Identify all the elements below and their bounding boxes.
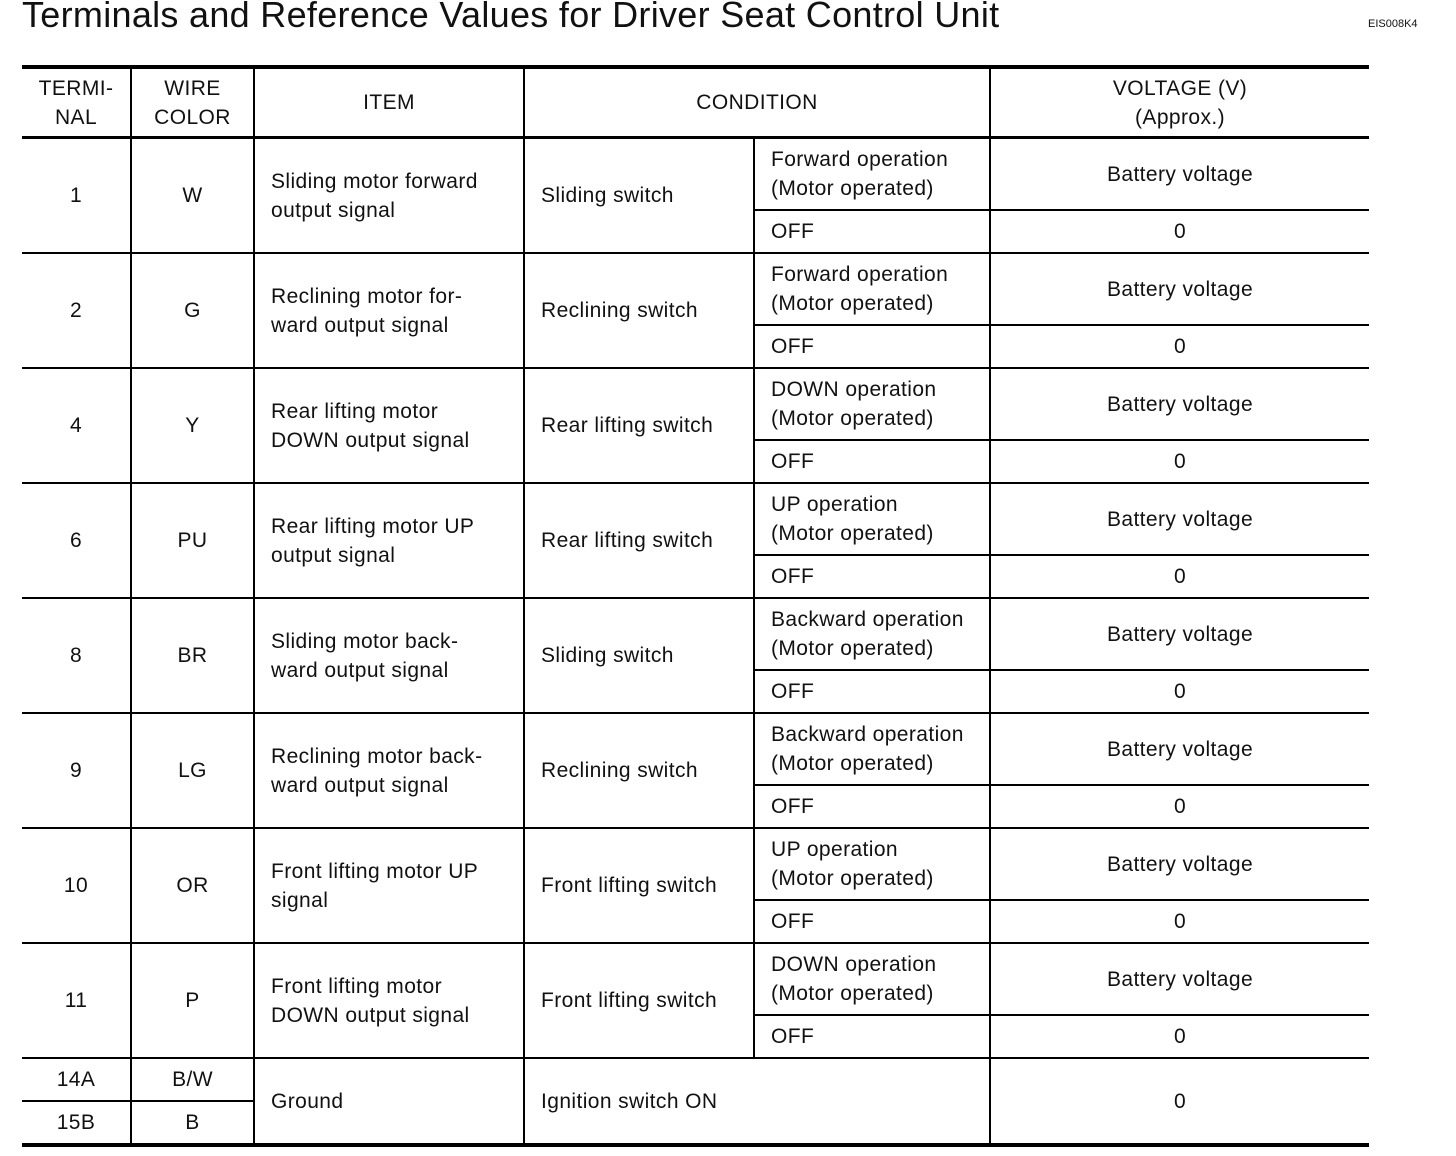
item-cell: Sliding motor forward output signal bbox=[254, 138, 524, 254]
voltage-on-cell: Battery voltage bbox=[990, 598, 1369, 670]
off-condition-cell: OFF bbox=[754, 210, 990, 253]
off-condition-cell: OFF bbox=[754, 440, 990, 483]
header-row bbox=[22, 67, 1369, 138]
off-condition-cell: OFF bbox=[754, 785, 990, 828]
terminal-cell: 2 bbox=[22, 253, 131, 368]
operation-cell: Backward operation (Motor operated) bbox=[754, 598, 990, 670]
figure-code: EIS008K4 bbox=[1368, 18, 1418, 30]
ground-item-cell: Ground bbox=[254, 1058, 524, 1145]
table-row bbox=[22, 483, 1369, 555]
terminal-cell: 9 bbox=[22, 713, 131, 828]
item-cell: Rear lifting motor DOWN output signal bbox=[254, 368, 524, 483]
table-row bbox=[22, 598, 1369, 670]
switch-cell: Reclining switch bbox=[524, 713, 754, 828]
wire-color-cell: Y bbox=[131, 368, 254, 483]
voltage-on-cell: Battery voltage bbox=[990, 253, 1369, 325]
switch-cell: Sliding switch bbox=[524, 598, 754, 713]
switch-cell: Sliding switch bbox=[524, 138, 754, 254]
header-terminal: TERMI- NAL bbox=[22, 67, 131, 138]
voltage-on-cell: Battery voltage bbox=[990, 483, 1369, 555]
table-row bbox=[22, 713, 1369, 785]
operation-cell: UP operation (Motor operated) bbox=[754, 483, 990, 555]
terminal-cell: 8 bbox=[22, 598, 131, 713]
voltage-on-cell: Battery voltage bbox=[990, 138, 1369, 211]
header-wire-color: WIRE COLOR bbox=[131, 67, 254, 138]
operation-cell: DOWN operation (Motor operated) bbox=[754, 368, 990, 440]
item-cell: Reclining motor back- ward output signal bbox=[254, 713, 524, 828]
item-cell: Reclining motor for- ward output signal bbox=[254, 253, 524, 368]
terminal-cell: 1 bbox=[22, 138, 131, 254]
item-cell: Sliding motor back- ward output signal bbox=[254, 598, 524, 713]
switch-cell: Front lifting switch bbox=[524, 828, 754, 943]
wire-color-cell: OR bbox=[131, 828, 254, 943]
ground-condition-cell: Ignition switch ON bbox=[524, 1058, 990, 1145]
header-condition: CONDITION bbox=[524, 67, 990, 138]
off-condition-cell: OFF bbox=[754, 1015, 990, 1058]
operation-cell: DOWN operation (Motor operated) bbox=[754, 943, 990, 1015]
table-row bbox=[22, 943, 1369, 1015]
ground-voltage-cell: 0 bbox=[990, 1058, 1369, 1145]
wire-color-cell: B bbox=[131, 1101, 254, 1145]
voltage-off-cell: 0 bbox=[990, 1015, 1369, 1058]
voltage-on-cell: Battery voltage bbox=[990, 828, 1369, 900]
switch-cell: Rear lifting switch bbox=[524, 368, 754, 483]
item-cell: Front lifting motor UP signal bbox=[254, 828, 524, 943]
terminal-reference-table bbox=[22, 65, 1369, 1147]
table-row bbox=[22, 253, 1369, 325]
voltage-on-cell: Battery voltage bbox=[990, 943, 1369, 1015]
terminal-cell: 6 bbox=[22, 483, 131, 598]
wire-color-cell: B/W bbox=[131, 1058, 254, 1101]
table-row bbox=[22, 828, 1369, 900]
voltage-on-cell: Battery voltage bbox=[990, 713, 1369, 785]
terminal-cell: 11 bbox=[22, 943, 131, 1058]
wire-color-cell: BR bbox=[131, 598, 254, 713]
terminal-cell: 10 bbox=[22, 828, 131, 943]
voltage-off-cell: 0 bbox=[990, 900, 1369, 943]
table-body bbox=[22, 138, 1369, 1146]
header-voltage: VOLTAGE (V) (Approx.) bbox=[990, 67, 1369, 138]
switch-cell: Reclining switch bbox=[524, 253, 754, 368]
terminal-cell: 15B bbox=[22, 1101, 131, 1145]
voltage-off-cell: 0 bbox=[990, 670, 1369, 713]
table-row bbox=[22, 368, 1369, 440]
operation-cell: Forward operation (Motor operated) bbox=[754, 138, 990, 211]
table-row bbox=[22, 138, 1369, 211]
terminal-cell: 14A bbox=[22, 1058, 131, 1101]
header-item: ITEM bbox=[254, 67, 524, 138]
wire-color-cell: W bbox=[131, 138, 254, 254]
voltage-off-cell: 0 bbox=[990, 785, 1369, 828]
voltage-off-cell: 0 bbox=[990, 325, 1369, 368]
off-condition-cell: OFF bbox=[754, 555, 990, 598]
switch-cell: Rear lifting switch bbox=[524, 483, 754, 598]
item-cell: Rear lifting motor UP output signal bbox=[254, 483, 524, 598]
wire-color-cell: G bbox=[131, 253, 254, 368]
page-title: Terminals and Reference Values for Driver Seat Control Unit bbox=[22, 0, 1000, 35]
voltage-off-cell: 0 bbox=[990, 440, 1369, 483]
operation-cell: Backward operation (Motor operated) bbox=[754, 713, 990, 785]
off-condition-cell: OFF bbox=[754, 670, 990, 713]
switch-cell: Front lifting switch bbox=[524, 943, 754, 1058]
voltage-off-cell: 0 bbox=[990, 210, 1369, 253]
terminal-cell: 4 bbox=[22, 368, 131, 483]
item-cell: Front lifting motor DOWN output signal bbox=[254, 943, 524, 1058]
wire-color-cell: LG bbox=[131, 713, 254, 828]
operation-cell: UP operation (Motor operated) bbox=[754, 828, 990, 900]
ground-row bbox=[22, 1058, 1369, 1101]
voltage-off-cell: 0 bbox=[990, 555, 1369, 598]
wire-color-cell: P bbox=[131, 943, 254, 1058]
off-condition-cell: OFF bbox=[754, 900, 990, 943]
voltage-on-cell: Battery voltage bbox=[990, 368, 1369, 440]
wire-color-cell: PU bbox=[131, 483, 254, 598]
off-condition-cell: OFF bbox=[754, 325, 990, 368]
operation-cell: Forward operation (Motor operated) bbox=[754, 253, 990, 325]
